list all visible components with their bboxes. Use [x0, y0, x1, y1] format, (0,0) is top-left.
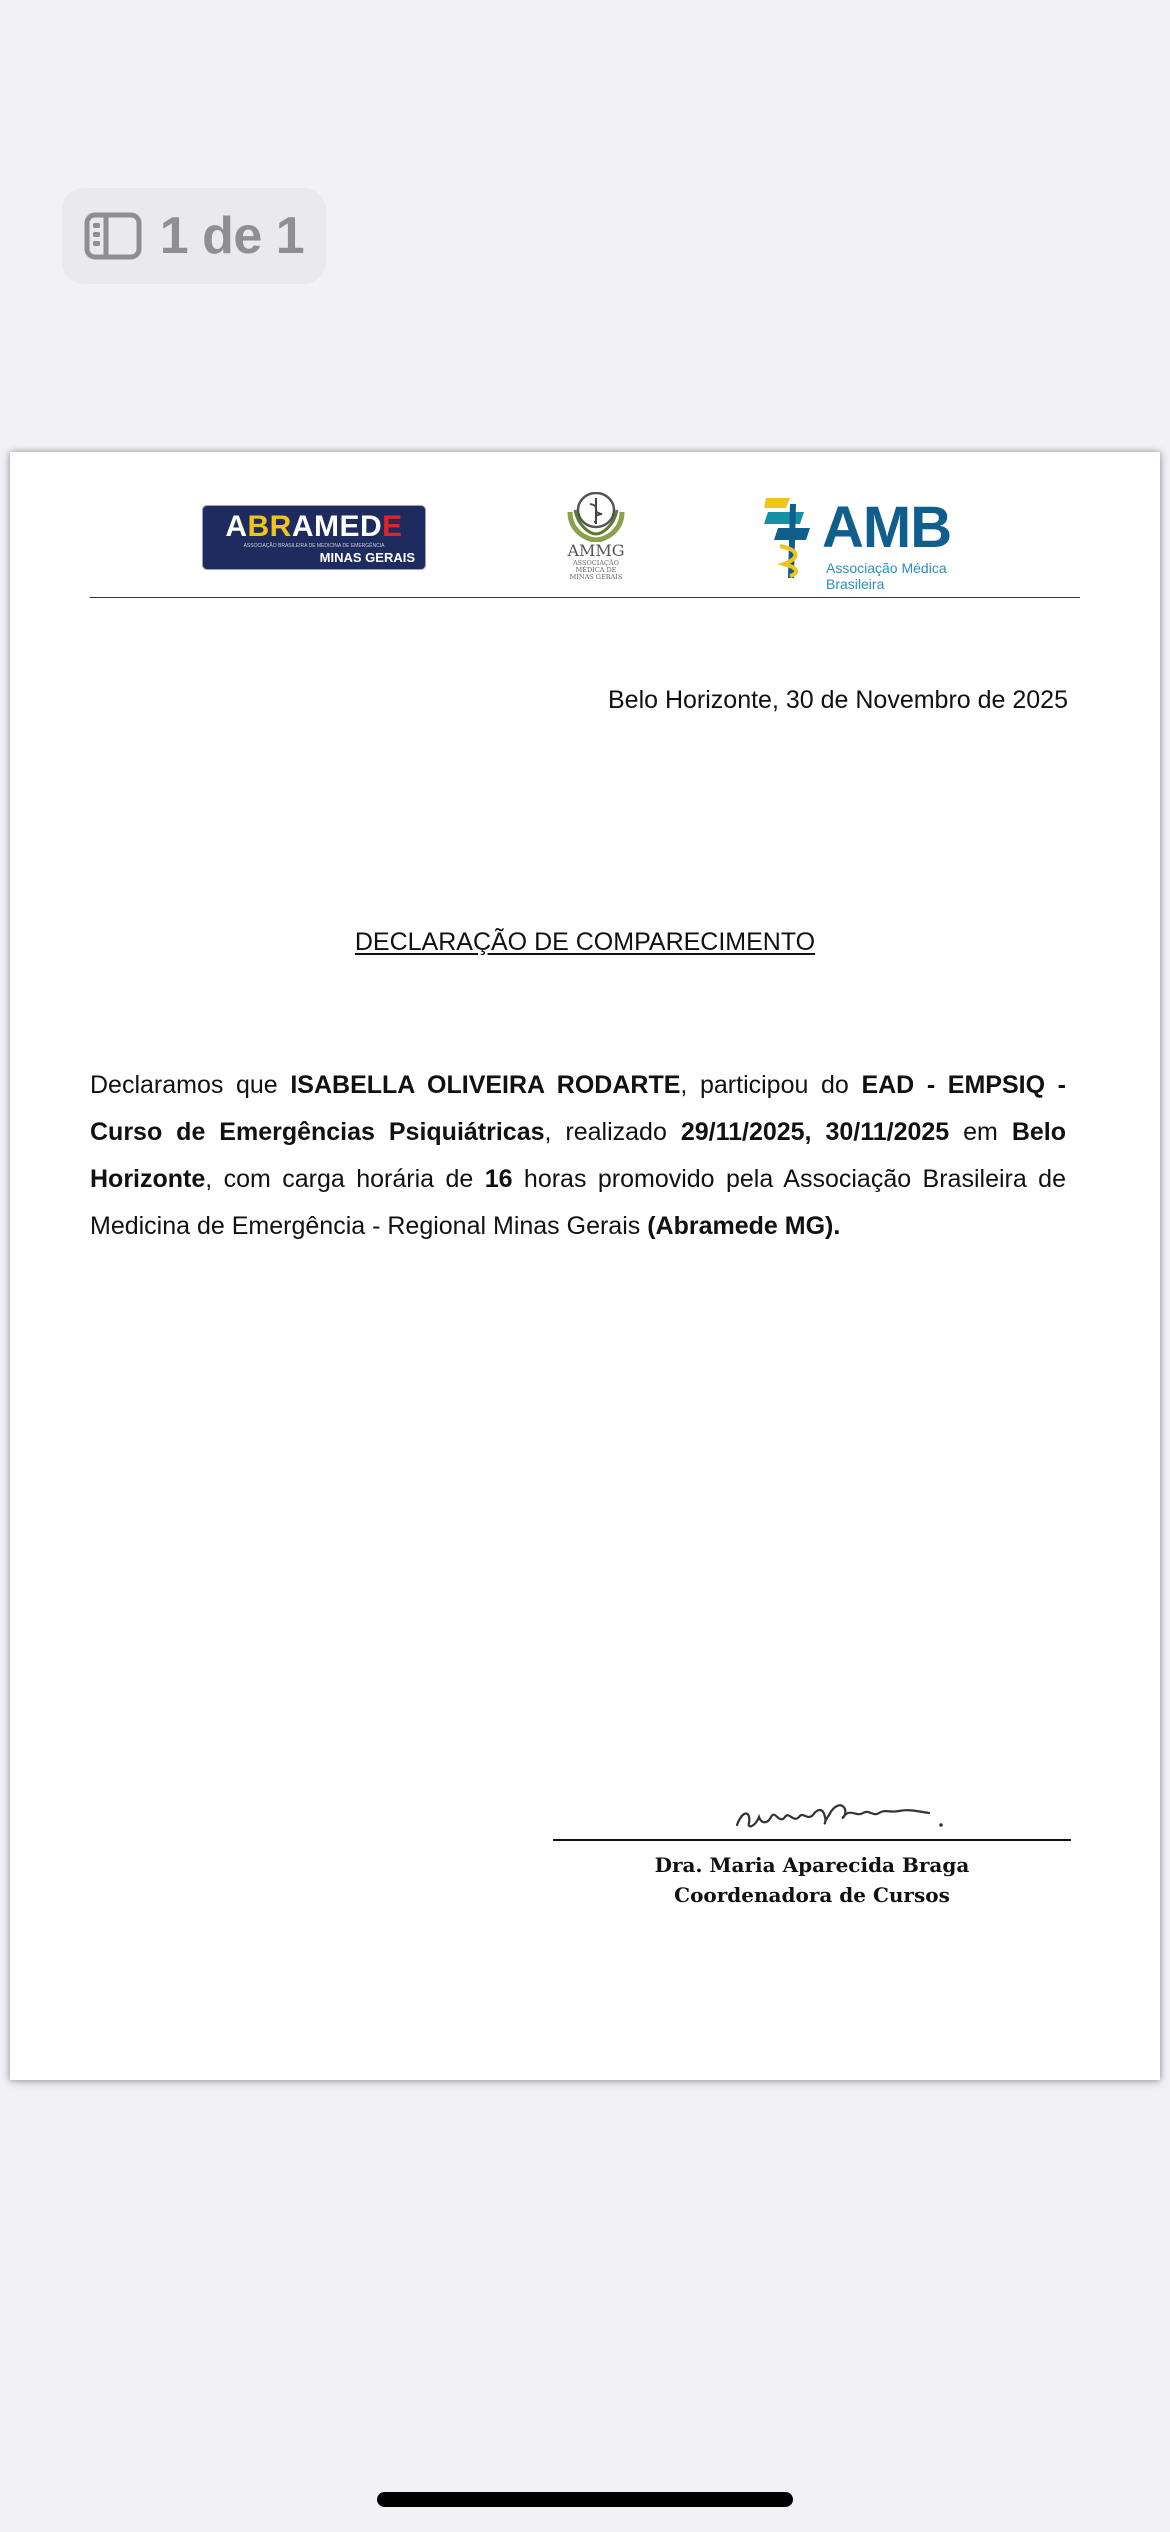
course-hours: 16	[484, 1165, 513, 1193]
course-dates: 29/11/2025, 30/11/2025	[680, 1118, 950, 1146]
ammg-acronym: AMMG	[567, 541, 625, 560]
amb-acronym: AMB	[822, 495, 952, 560]
pdf-page	[10, 452, 1160, 2080]
signatory-role: Coordenadora de Cursos	[674, 1883, 950, 1907]
course-city: Belo Horizonte	[90, 1118, 1066, 1193]
amb-logo	[760, 494, 990, 592]
signature-line	[553, 1839, 1071, 1841]
document-date: Belo Horizonte, 30 de Novembro de 2025	[607, 686, 1068, 714]
sidebar-icon	[84, 212, 142, 260]
abramede-logo	[202, 505, 426, 570]
abramede-wordmark: ABRAMEDE	[225, 510, 403, 543]
page-count-label: 1 de 1	[159, 207, 305, 265]
caduceus-emblem-icon	[548, 492, 644, 542]
course-name: EAD - EMPSIQ - Curso de Emergências Psiquiátricas	[90, 1071, 1066, 1146]
page-indicator-button[interactable]	[62, 188, 326, 284]
handwritten-signature	[733, 1787, 953, 1835]
ammg-subtitle: ASSOCIAÇÃO MÉDICA DE MINAS GERAIS	[569, 559, 623, 581]
document-title: DECLARAÇÃO DE COMPARECIMENTO	[354, 928, 816, 956]
abramede-region: MINAS GERAIS	[319, 550, 415, 565]
amb-subtitle: Associação Médica Brasileira	[826, 560, 947, 592]
organization-short-name: (Abramede MG).	[647, 1212, 841, 1240]
abramede-tagline: ASSOCIAÇÃO BRASILEIRA DE MEDICINA DE EMERGÊNCIA	[243, 543, 385, 549]
ammg-logo	[548, 492, 644, 588]
header-divider	[90, 597, 1080, 598]
home-indicator-bar[interactable]	[377, 2492, 793, 2507]
signatory-name: Dra. Maria Aparecida Braga	[654, 1853, 970, 1877]
declaration-body: Declaramos que ISABELLA OLIVEIRA RODARTE, participou do EAD - EMPSIQ - Curso de Emergências Psiquiátricas, realizado 29/11/2025, 30/11/2025 em Belo Horizonte, com carga horária de 16 horas promovido pela Associação Brasileira de Medicina de Emergência - Regional Minas Gerais (Abramede MG).	[90, 1071, 1066, 1240]
participant-name: ISABELLA OLIVEIRA RODARTE	[290, 1071, 681, 1099]
amb-staff-emblem-icon	[760, 494, 824, 582]
